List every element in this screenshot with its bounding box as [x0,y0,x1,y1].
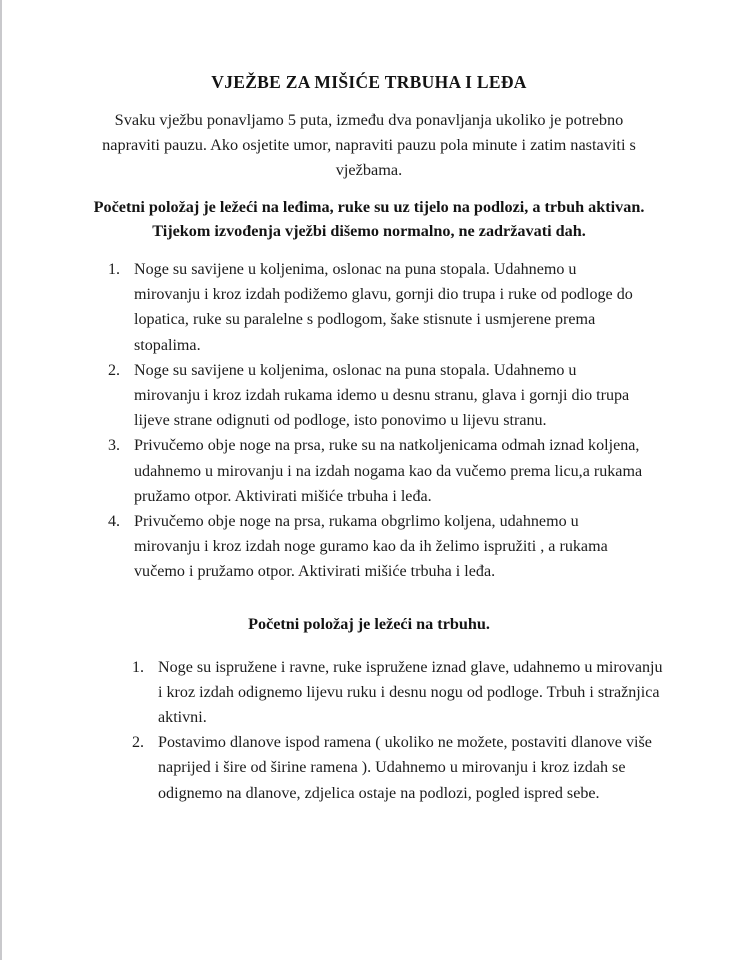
section-one-heading-line-2: Tijekom izvođenja vježbi dišemo normalno, ne zadržavati dah. [152,222,586,240]
section-one-heading-line-1: Početni položaj je ležeći na leđima, ruke su uz tijelo na podlozi, a trbuh aktivan. [93,198,645,216]
list-item [108,509,646,585]
section-two-heading: Početni položaj je ležeći na trbuhu. [248,614,490,633]
list-item-text: Privučemo obje noge na prsa, rukama obgrlimo koljena, udahnemo u mirovanju i kroz izdah noge guramo kao da ih želimo ispružiti , a rukama vučemo i pružamo otpor. Aktivirati mišiće trbuha i leđa. [134,513,608,581]
list-item-marker: 1. [132,658,145,676]
list-item [108,257,646,358]
list-item [132,730,668,806]
list-item [108,358,646,434]
list-item [132,655,668,731]
list-item-marker: 2. [132,734,145,752]
exercise-list-back [0,243,738,585]
list-item-text: Postavimo dlanove ispod ramena ( ukoliko ne možete, postaviti dlanove više naprijed i šire od širine ramena ). Udahnemo u mirovanju i kroz izdah se odignemo na dlanove, zdjelica ostaje na podlozi, pogled ispred sebe. [158,734,652,802]
exercise-list-front [0,636,738,806]
list-item-marker: 2. [108,361,121,379]
intro-paragraph: Svaku vježbu ponavljamo 5 puta, između dva ponavljanja ukoliko je potrebno napraviti pauzu. Ako osjetite umor, napraviti pauzu pola minute i zatim nastaviti s vježbama. [102,110,636,179]
list-item-text: Noge su savijene u koljenima, oslonac na puna stopala. Udahnemo u mirovanju i kroz izdah rukama idemo u desnu stranu, glava i gornji dio trupa lijeve strane odignuti od podloge, isto ponovimo u lijevu stranu. [134,361,630,430]
page-title: VJEŽBE ZA MIŠIĆE TRBUHA I LEĐA [211,72,527,92]
list-item-marker: 3. [108,437,121,455]
list-item-text: Noge su ispružene i ravne, ruke ispružene iznad glave, udahnemo u mirovanju i kroz izdah odignemo lijevu ruku i desnu nogu od podloge. Trbuh i stražnjica aktivni. [158,658,663,727]
list-item-text: Privučemo obje noge na prsa, ruke su na natkoljenicama odmah iznad koljena, udahnemo u mirovanju i na izdah nogama kao da vučemo prema licu,a rukama pružamo otpor. Aktivirati mišiće trbuha i leđa. [134,437,643,505]
list-item-marker: 1. [108,261,121,278]
list-item [108,433,646,509]
list-item-text: Noge su savijene u koljenima, oslonac na puna stopala. Udahnemo u mirovanju i kroz izdah podižemo glavu, gornji dio trupa i ruke od podloge do lopatica, ruke su paralelne s podlogom, šake stisnute i usmjerene prema stopalima. [134,261,633,354]
list-item-marker: 4. [108,513,121,531]
